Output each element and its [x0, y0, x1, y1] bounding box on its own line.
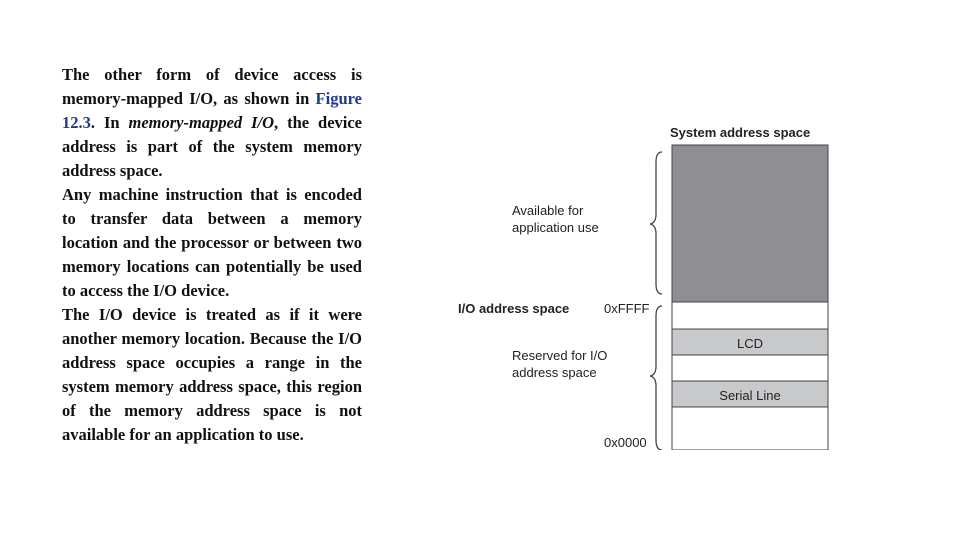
- io-address-space-label: I/O address space: [458, 301, 570, 316]
- reserved-label-line2: address space: [512, 365, 597, 380]
- p1-part1: The other form of device access is memory-mapped I/O, as shown in: [62, 65, 362, 108]
- diagram-title: System address space: [670, 125, 811, 140]
- reserved-label-line1: Reserved for I/O: [512, 348, 608, 363]
- figure-link[interactable]: Figure 12.3: [62, 89, 362, 132]
- reserved-empty-bottom: [672, 407, 828, 450]
- p1-part3: , the device address is part of the system memory address space.: [62, 113, 363, 180]
- available-label-line2: application use: [512, 220, 599, 235]
- memory-map-diagram: [450, 120, 830, 450]
- available-brace-icon: [650, 152, 662, 294]
- p1-part2: . In: [90, 113, 129, 132]
- address-top-label: 0xFFFF: [604, 301, 650, 316]
- reserved-brace-icon: [650, 306, 662, 450]
- address-bottom-label: 0x0000: [604, 435, 647, 450]
- lcd-label: LCD: [736, 336, 764, 351]
- reserved-empty-mid: [672, 355, 828, 381]
- available-label-line1: Available for: [512, 203, 584, 218]
- available-region: [672, 145, 828, 302]
- serial-line-label: Serial Line: [719, 388, 781, 403]
- paragraph-2: Any machine instruction that is encoded to transfer data between a memory location and the processor or between two memory locations can potentially be used to access the I/O device.: [62, 185, 362, 300]
- paragraph-3: The I/O device is treated as if it were another memory location. Because the I/O address space occupies a range in the system memory address space, this region of the memory address space is not available for an application to use.: [62, 305, 362, 444]
- reserved-empty-top: [672, 302, 828, 329]
- paragraph-1: [62, 63, 362, 183]
- description-text: [62, 63, 362, 447]
- p1-emphasis: memory-mapped I/O: [128, 113, 275, 132]
